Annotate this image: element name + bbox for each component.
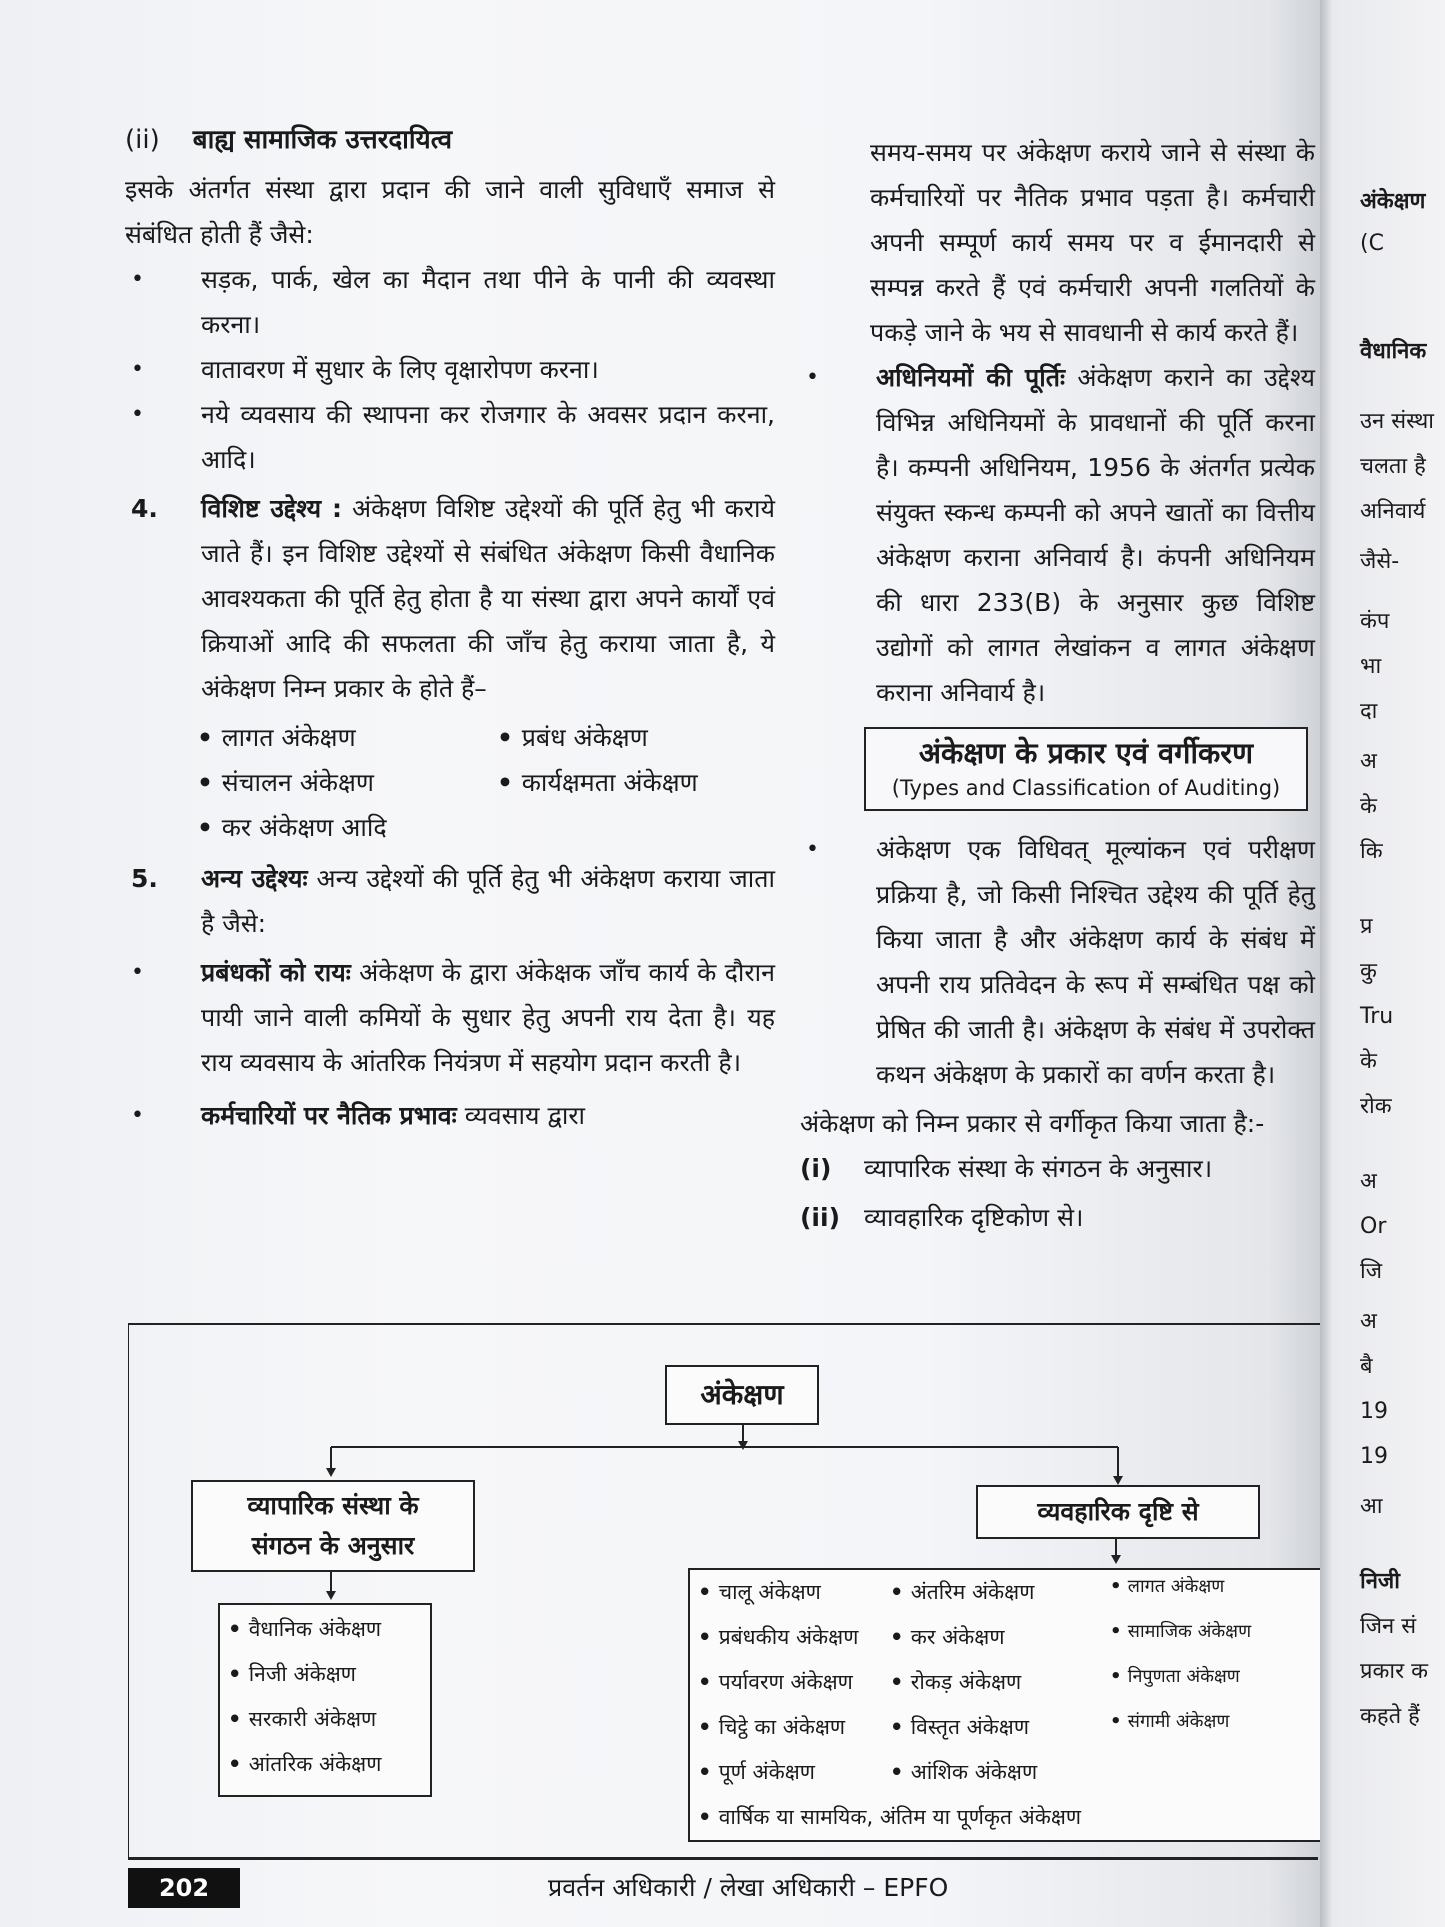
strip-fragment: कंप <box>1360 609 1390 634</box>
list-item: • कर अंकेक्षण आदि <box>195 805 495 850</box>
list-item: • कर अंकेक्षण <box>890 1615 1037 1660</box>
strip-fragment: अ <box>1360 749 1377 774</box>
left-node <box>191 1480 475 1572</box>
bullet-text: सड़क, पार्क, खेल का मैदान तथा पीने के पानी की व्यवस्था करना। <box>201 265 775 339</box>
strip-fragment: जैसे- <box>1360 549 1400 574</box>
strip-fragment: प्र <box>1360 914 1373 939</box>
bullet-text: अंकेक्षण कराने का उद्देश्य विभिन्न अधिनियमों के प्रावधानों की पूर्ति करना है। कम्पनी अधिनियम, 1956 के अंतर्गत प्रत्येक संयुक्त स्कन्ध कम्पनी को अपने खातों का वित्तीय अंकेक्षण कराना अनिवार्य है। कंपनी अधिनियम की धारा 233(B) के अनुसार कुछ विशिष्ट उद्योगों को लागत लेखांकन व लागत अंकेक्षण कराना अनिवार्य है। <box>876 363 1315 707</box>
page-number: 202 <box>128 1868 240 1908</box>
list-item: • प्रबंधकीय अंकेक्षण <box>698 1615 858 1660</box>
bullet-text: अंकेक्षण के द्वारा अंकेक्षक जाँच कार्य के दौरान पायी जाने वाली कमियों के सुधार हेतु अपनी राय देता है। यह राय व्यवसाय के आंतरिक नियंत्रण में सहयोग प्रदान करती है। <box>201 958 775 1077</box>
numbered-item-4 <box>125 486 775 711</box>
bullet-text: व्यवसाय द्वारा <box>464 1101 586 1130</box>
strip-fragment: जि <box>1360 1259 1383 1284</box>
item-title: अन्य उद्देश्यः <box>201 864 308 893</box>
strip-fragment: जिन सं <box>1360 1614 1417 1639</box>
list-item: • लागत अंकेक्षण <box>195 715 495 760</box>
footer-title: प्रवर्तन अधिकारी / लेखा अधिकारी – EPFO <box>548 1873 949 1902</box>
list-item: • विस्तृत अंकेक्षण <box>890 1705 1037 1750</box>
right-list-col2 <box>890 1570 1037 1795</box>
list-item: • वातावरण में सुधार के लिए वृक्षारोपण करना। <box>125 347 775 392</box>
strip-fragment: के <box>1360 1049 1377 1074</box>
list-item: • संगामी अंकेक्षण <box>1110 1699 1251 1744</box>
strip-fragment: रोक <box>1360 1094 1392 1119</box>
bullet-title: अधिनियमों की पूर्तिः <box>876 363 1066 392</box>
list-item: • नये व्यवसाय की स्थापना कर रोजगार के अवसर प्रदान करना, आदि। <box>125 392 775 482</box>
item-text: व्यापारिक संस्था के संगठन के अनुसार। <box>864 1154 1213 1183</box>
list-item: • अधिनियमों की पूर्तिः अंकेक्षण कराने का उद्देश्य विभिन्न अधिनियमों के प्रावधानों की पूर्ति करना है। कम्पनी अधिनियम, 1956 के अंतर्गत प्रत्येक संयुक्त स्कन्ध कम्पनी को अपने खातों का वित्तीय अंकेक्षण कराना अनिवार्य है। कंपनी अधिनियम की धारा 233(B) के अनुसार कुछ विशिष्ट उद्योगों को लागत लेखांकन व लागत अंकेक्षण कराना अनिवार्य है। <box>806 363 1315 707</box>
list-item: • संचालन अंकेक्षण <box>195 760 495 805</box>
continued-text: समय-समय पर अंकेक्षण कराये जाने से संस्था के कर्मचारियों पर नैतिक प्रभाव पड़ता है। कर्मचारी अपनी सम्पूर्ण कार्य समय पर व ईमानदारी से सम्पन्न करते हैं एवं कर्मचारी अपनी गलतियों के पकड़े जाने के भय से सावधानी से कार्य करते हैं। <box>870 138 1315 347</box>
strip-fragment: Or <box>1360 1214 1387 1239</box>
strip-fragment: भा <box>1360 654 1382 679</box>
item-number: (ii) <box>800 1203 840 1232</box>
list-item: • प्रबंध अंकेक्षण <box>495 715 815 760</box>
item-text: अंकेक्षण विशिष्ट उद्देश्यों की पूर्ति हेतु भी कराये जाते हैं। इन विशिष्ट उद्देश्यों से संबंधित अंकेक्षण किसी वैधानिक आवश्यकता की पूर्ति हेतु होता है या संस्था द्वारा अपने कार्यों एवं क्रियाओं आदि की सफलता की जाँच हेतु कराया जाता है, ये अंकेक्षण निम्न प्रकार के होते हैं– <box>201 494 776 703</box>
strip-fragment: बै <box>1360 1354 1373 1379</box>
right-list-box <box>688 1568 1324 1842</box>
list-item: • कर्मचारियों पर नैतिक प्रभावः व्यवसाय द्वारा <box>131 1101 586 1130</box>
root-label: अंकेक्षण <box>700 1378 784 1411</box>
left-column <box>125 118 775 1138</box>
section-heading <box>125 118 775 163</box>
list-item: • लागत अंकेक्षण <box>1110 1564 1251 1609</box>
bullet-title: प्रबंधकों को रायः <box>201 958 351 987</box>
list-item: • पूर्ण अंकेक्षण <box>698 1750 858 1795</box>
right-list-bottom <box>698 1795 1081 1840</box>
strip-fragment: अ <box>1360 1309 1377 1334</box>
right-column <box>800 130 1315 1240</box>
list-item: • निजी अंकेक्षण <box>228 1652 381 1697</box>
audit-types-list <box>195 715 775 850</box>
next-page-strip <box>1320 0 1445 1927</box>
item-text: अन्य उद्देश्यों की पूर्ति हेतु भी अंकेक्षण कराया जाता है जैसे: <box>201 864 775 938</box>
page-footer <box>128 1857 1318 1912</box>
strip-fragment: अनिवार्य <box>1360 499 1426 524</box>
strip-fragment: आ <box>1360 1494 1383 1519</box>
classify-text: अंकेक्षण को निम्न प्रकार से वर्गीकृत किया जाता है:- <box>800 1109 1265 1138</box>
strip-fragment: निजी <box>1360 1569 1400 1594</box>
strip-fragment: कि <box>1360 839 1383 864</box>
left-list-box <box>218 1603 432 1797</box>
list-item: • चिट्ठे का अंकेक्षण <box>698 1705 858 1750</box>
list-item: • सामाजिक अंकेक्षण <box>1110 1609 1251 1654</box>
intro-text: इसके अंतर्गत संस्था द्वारा प्रदान की जाने वाली सुविधाएँ समाज से संबंधित होती हैं जैसे: <box>125 175 775 249</box>
item-number: 5. <box>131 864 158 893</box>
list-item: • सड़क, पार्क, खेल का मैदान तथा पीने के पानी की व्यवस्था करना। <box>125 257 775 347</box>
strip-fragment: (C <box>1360 231 1384 256</box>
section-box-heading <box>864 727 1308 811</box>
strip-fragment: दा <box>1360 699 1378 724</box>
strip-fragment: प्रकार क <box>1360 1659 1428 1684</box>
list-item: • रोकड़ अंकेक्षण <box>890 1660 1037 1705</box>
list-item: • सरकारी अंकेक्षण <box>228 1697 381 1742</box>
section-title: बाह्य सामाजिक उत्तरदायित्व <box>192 125 453 155</box>
list-item: • कार्यक्षमता अंकेक्षण <box>495 760 815 805</box>
list-item: • वार्षिक या सामयिक, अंतिम या पूर्णकृत अंकेक्षण <box>698 1795 1081 1840</box>
strip-fragment: वैधानिक <box>1360 339 1427 364</box>
strip-fragment: 19 <box>1360 1399 1388 1424</box>
right-list-col3 <box>1110 1564 1251 1744</box>
item-number: 4. <box>131 494 158 523</box>
root-node <box>665 1365 819 1425</box>
list-item: • अंतरिम अंकेक्षण <box>890 1570 1037 1615</box>
strip-fragment: Tru <box>1360 1004 1394 1029</box>
box-title: अंकेक्षण के प्रकार एवं वर्गीकरण <box>918 736 1254 770</box>
strip-fragment: कु <box>1360 959 1377 984</box>
list-item: • आंतरिक अंकेक्षण <box>228 1742 381 1787</box>
item-title: विशिष्ट उद्देश्य : <box>201 494 342 523</box>
box-subtitle: (Types and Classification of Auditing) <box>891 776 1281 800</box>
right-node <box>976 1485 1260 1539</box>
right-list-col1 <box>698 1570 858 1795</box>
left-node-label: व्यापारिक संस्था के संगठन के अनुसार <box>247 1491 419 1560</box>
list-item: • निपुणता अंकेक्षण <box>1110 1654 1251 1699</box>
classify-item-ii <box>800 1195 1315 1240</box>
strip-fragment: उन संस्था <box>1360 409 1435 434</box>
list-item: • पर्यावरण अंकेक्षण <box>698 1660 858 1705</box>
bullet-text: नये व्यवसाय की स्थापना कर रोजगार के अवसर प्रदान करना, आदि। <box>201 400 775 474</box>
list-item: • चालू अंकेक्षण <box>698 1570 858 1615</box>
list-item: • वैधानिक अंकेक्षण <box>228 1607 381 1652</box>
classification-diagram <box>128 1323 1328 1860</box>
list-item: • प्रबंधकों को रायः अंकेक्षण के द्वारा अंकेक्षक जाँच कार्य के दौरान पायी जाने वाली कमियों के सुधार हेतु अपनी राय देता है। यह राय व्यवसाय के आंतरिक नियंत्रण में सहयोग प्रदान करती है। <box>131 958 775 1077</box>
item-text: व्यावहारिक दृष्टिकोण से। <box>864 1203 1084 1232</box>
section-number: (ii) <box>125 125 160 155</box>
strip-fragment: अ <box>1360 1169 1377 1194</box>
numbered-item-5 <box>125 856 775 946</box>
classify-item-i <box>800 1146 1315 1191</box>
bullet-text: वातावरण में सुधार के लिए वृक्षारोपण करना। <box>201 355 599 384</box>
strip-fragment: चलता है <box>1360 454 1426 479</box>
strip-fragment: कहते हैं <box>1360 1704 1420 1729</box>
strip-fragment: के <box>1360 794 1377 819</box>
right-node-label: व्यवहारिक दृष्टि से <box>1037 1497 1199 1526</box>
left-list <box>228 1607 381 1787</box>
bullet-title: कर्मचारियों पर नैतिक प्रभावः <box>201 1101 457 1130</box>
item-number: (i) <box>800 1154 832 1183</box>
strip-fragment: 19 <box>1360 1444 1388 1469</box>
list-item: • आंशिक अंकेक्षण <box>890 1750 1037 1795</box>
bullet-text: अंकेक्षण एक विधिवत् मूल्यांकन एवं परीक्षण प्रक्रिया है, जो किसी निश्चित उद्देश्य की पूर्ति हेतु किया जाता है और अंकेक्षण कार्य के संबंध में अपनी राय प्रतिवेदन के रूप में सम्बंधित पक्ष को प्रेषित की जाती है। अंकेक्षण के संबंध में उपरोक्त कथन अंकेक्षण के प्रकारों का वर्णन करता है। <box>876 835 1315 1089</box>
strip-fragment: अंकेक्षण <box>1360 189 1426 214</box>
list-item: • अंकेक्षण एक विधिवत् मूल्यांकन एवं परीक्षण प्रक्रिया है, जो किसी निश्चित उद्देश्य की पूर्ति हेतु किया जाता है और अंकेक्षण कार्य के संबंध में अपनी राय प्रतिवेदन के रूप में सम्बंधित पक्ष को प्रेषित की जाती है। अंकेक्षण के संबंध में उपरोक्त कथन अंकेक्षण के प्रकारों का वर्णन करता है। <box>800 827 1315 1097</box>
